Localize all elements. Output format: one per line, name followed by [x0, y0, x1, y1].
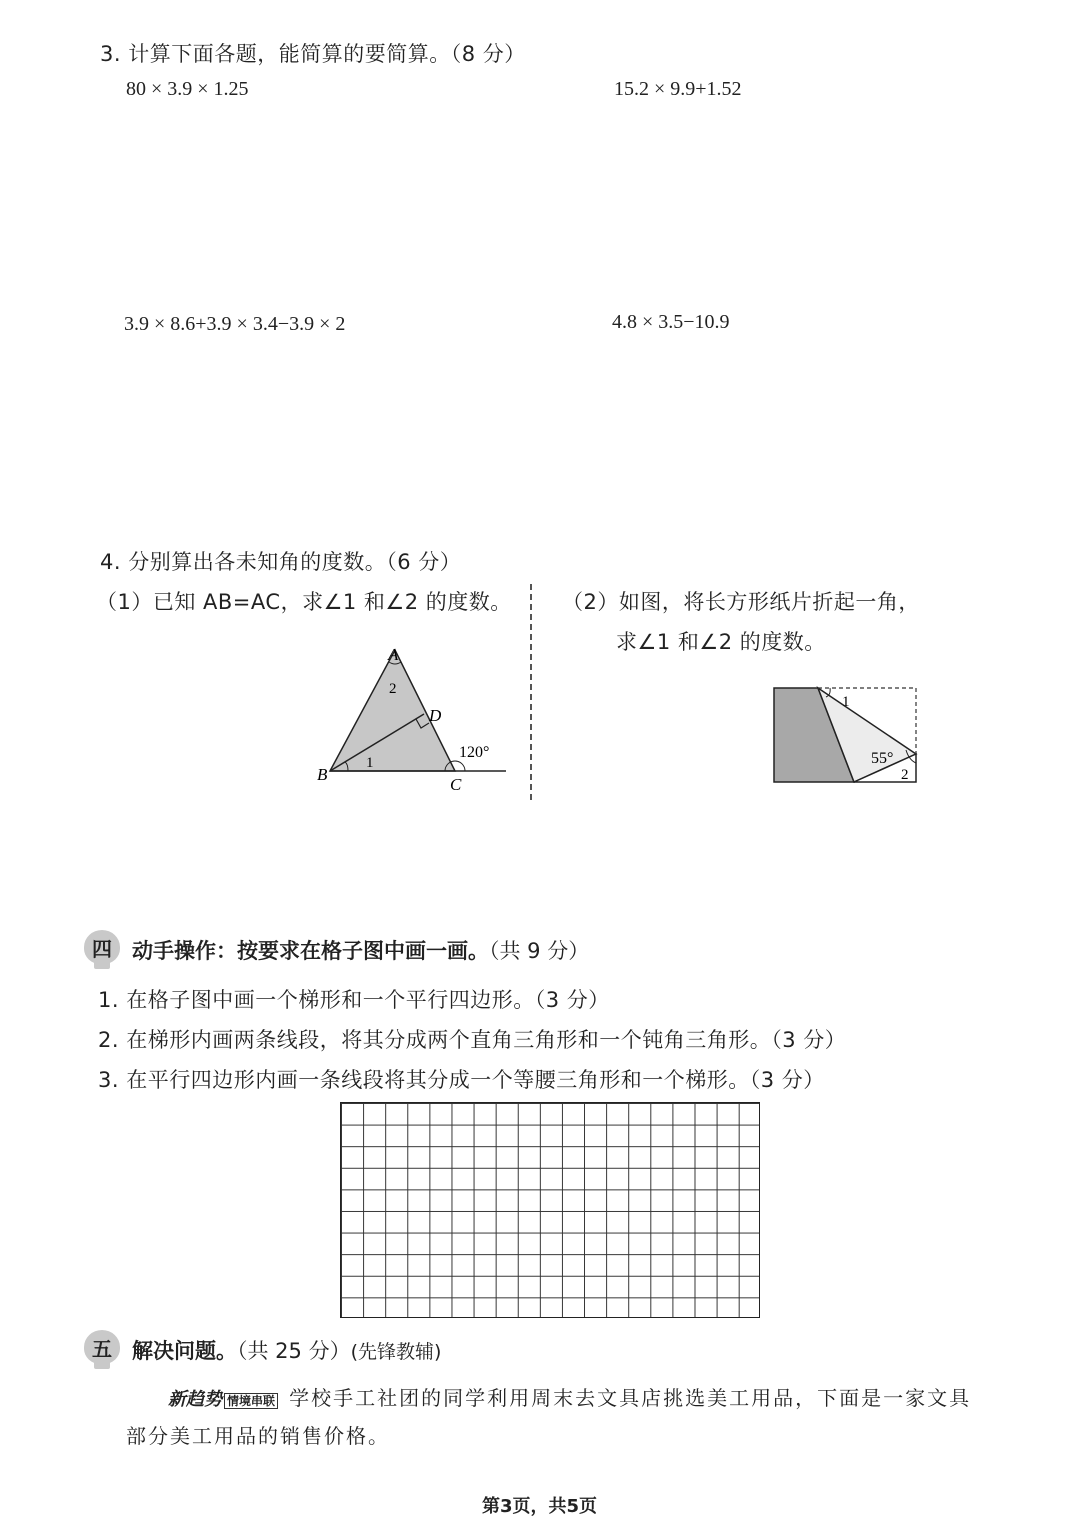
label-angle-2: 2 [389, 681, 397, 697]
drawing-grid[interactable] [340, 1102, 760, 1318]
q4-part2-line1: （2）如图，将长方形纸片折起一角， [562, 590, 920, 614]
brand-label: 新趋势 [168, 1389, 222, 1410]
label-55: 55° [871, 750, 894, 767]
section-5-intro [168, 1382, 971, 1411]
q4-part1: （1）已知 AB=AC，求∠1 和∠2 的度数。 [96, 590, 512, 614]
label-angle-1: 1 [842, 694, 850, 710]
section-4-heading [132, 935, 589, 965]
section-5-heading [132, 1335, 441, 1365]
section-5-text-line1: 学校手工社团的同学利用周末去文具店挑选美工用品，下面是一家文具 [289, 1386, 972, 1410]
q4-title: 4. 分别算出各未知角的度数。（6 分） [100, 550, 462, 574]
q3-title: 3. 计算下面各题，能简算的要简算。（8 分） [100, 42, 526, 66]
expression: 4.8 × 3.5−10.9 [612, 311, 730, 333]
expression: 15.2 × 9.9+1.52 [614, 78, 742, 100]
expression: 3.9 × 8.6+3.9 × 3.4−3.9 × 2 [124, 313, 346, 335]
label-a: A [388, 645, 399, 664]
section-5-icon: 五 [84, 1330, 120, 1364]
dashed-divider [530, 584, 532, 800]
label-b: B [317, 765, 328, 784]
expression: 80 × 3.9 × 1.25 [126, 78, 249, 100]
section-4-score: （共 9 分） [489, 939, 590, 963]
section-5-score: （共 25 分） [237, 1339, 351, 1363]
label-angle-1: 1 [366, 755, 374, 771]
section-5-text-line2: 部分美工用品的销售价格。 [126, 1424, 390, 1448]
section-4-icon: 四 [84, 930, 120, 964]
folded-rectangle-figure [770, 684, 924, 788]
section-4-item: 2. 在梯形内画两条线段，将其分成两个直角三角形和一个钝角三角形。（3 分） [98, 1028, 847, 1052]
section-5-note: (先锋教辅) [350, 1341, 442, 1363]
label-c: C [450, 775, 462, 794]
label-angle-2: 2 [901, 767, 909, 783]
triangle-figure [300, 640, 520, 800]
q4-part2-line2: 求∠1 和∠2 的度数。 [616, 630, 826, 654]
page-footer: 第3页，共5页 [482, 1496, 598, 1517]
label-d: D [429, 706, 442, 725]
label-120: 120° [459, 744, 490, 761]
section-5-title: 解决问题。 [132, 1339, 237, 1363]
section-4-item: 1. 在格子图中画一个梯形和一个平行四边形。（3 分） [98, 988, 610, 1012]
section-4-title: 动手操作：按要求在格子图中画一画。 [132, 939, 489, 963]
brand-tag: 情境串联 [224, 1393, 278, 1409]
section-4-item: 3. 在平行四边形内画一条线段将其分成一个等腰三角形和一个梯形。（3 分） [98, 1068, 825, 1092]
